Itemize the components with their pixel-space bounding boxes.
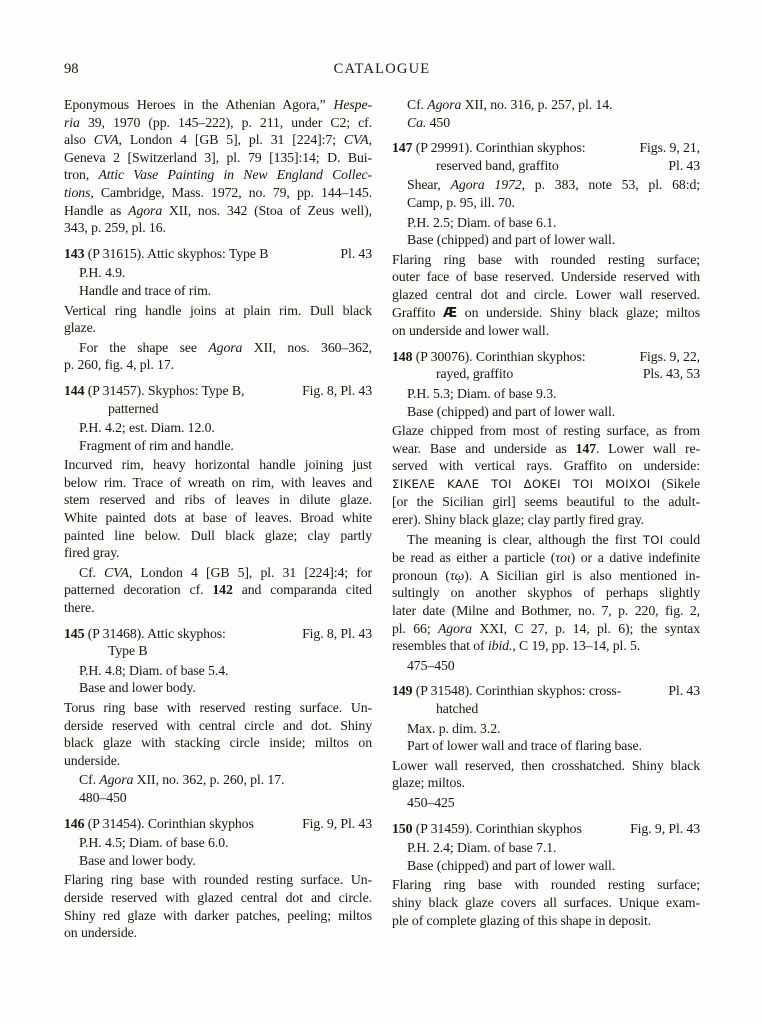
entry-heading xyxy=(64,382,372,417)
text-segment: P.H. 5.3; Diam. of base 9.3. xyxy=(407,385,557,401)
text-segment: outer face of base reserved. Underside reserved with xyxy=(392,269,700,285)
text-segment: Hespe- xyxy=(333,97,372,112)
text-line xyxy=(64,339,372,357)
text-segment: and comparanda cited xyxy=(232,582,372,598)
text-line xyxy=(64,564,372,582)
entry-heading xyxy=(392,682,700,717)
text-line xyxy=(392,549,700,567)
text-line xyxy=(392,657,700,675)
text-segment: Cf. xyxy=(407,97,428,112)
entry-heading xyxy=(392,820,700,838)
text-line xyxy=(392,304,700,323)
text-segment: Agora xyxy=(99,772,134,788)
text-segment: Graffito xyxy=(392,304,444,320)
text-segment: τῳ xyxy=(449,567,465,583)
text-segment: patterned xyxy=(108,400,159,416)
greek-inscription-text: TOI xyxy=(642,532,664,547)
text-segment: (P 29991). Corinthian skyphos: xyxy=(412,140,586,156)
text-segment: P.H. 4.8; Diam. of base 5.4. xyxy=(79,662,229,678)
text-segment: Handle and trace of rim. xyxy=(79,282,212,298)
text-segment: For the shape see xyxy=(79,339,209,355)
entry-heading-row xyxy=(392,682,700,700)
page-number: 98 xyxy=(64,61,79,77)
text-line xyxy=(64,184,372,202)
text-line xyxy=(392,268,700,286)
body-paragraph xyxy=(392,757,700,792)
entry-heading-row xyxy=(392,348,700,366)
entry-title xyxy=(392,682,621,700)
text-line xyxy=(64,149,372,167)
text-segment: CVA xyxy=(343,132,369,148)
text-segment: Type B xyxy=(108,643,148,659)
text-segment: p. 260, fig. 4, pl. 17. xyxy=(64,357,174,373)
detail-lines xyxy=(64,771,372,806)
entry-title xyxy=(64,245,268,263)
entry-heading xyxy=(64,625,372,660)
text-line xyxy=(64,456,372,474)
detail-lines xyxy=(392,214,700,249)
text-line xyxy=(64,834,372,852)
text-line xyxy=(392,737,700,755)
text-line xyxy=(64,771,372,789)
text-segment: Agora 1972 xyxy=(450,177,522,193)
text-line xyxy=(64,131,372,149)
text-segment: later date (Milne and Bothmer, no. 7, p. 220, fig. 2, xyxy=(392,603,700,619)
text-line xyxy=(64,302,372,320)
text-segment: glaze. xyxy=(64,320,96,336)
text-segment: 150 xyxy=(392,820,413,836)
text-segment: 343, p. 259, pl. 16. xyxy=(64,220,166,236)
text-segment: Incurved rim, heavy horizontal handle joining just xyxy=(64,457,372,473)
text-segment: pl. 66; xyxy=(392,620,438,636)
text-segment: served with vertical rays. Graffito on underside: xyxy=(392,458,700,474)
text-segment: Base (chipped) and part of lower wall. xyxy=(407,232,616,248)
text-segment: underside. xyxy=(64,752,121,768)
entry-heading-row xyxy=(64,400,372,418)
text-segment: erer). Shiny black glaze; clay partly fired gray. xyxy=(392,512,645,528)
text-line xyxy=(392,214,700,232)
text-segment: (P 31615). Attic skyphos: Type B xyxy=(84,245,269,261)
detail-lines xyxy=(64,834,372,869)
entry-heading xyxy=(392,139,700,174)
text-line xyxy=(64,264,372,282)
detail-lines xyxy=(392,794,700,812)
text-segment: 148 xyxy=(392,348,413,364)
text-segment: ria xyxy=(64,114,80,130)
body-paragraph xyxy=(64,456,372,562)
entry-heading-row xyxy=(64,382,372,400)
text-segment: Base (chipped) and part of lower wall. xyxy=(407,403,616,419)
entry-title xyxy=(392,348,585,366)
text-segment: (P 31548). Corinthian skyphos: cross- xyxy=(412,683,622,699)
text-segment: P.H. 2.4; Diam. of base 7.1. xyxy=(407,840,557,856)
text-segment: (Sikele xyxy=(650,475,700,491)
body-paragraph xyxy=(64,339,372,374)
body-paragraph xyxy=(64,871,372,941)
text-line xyxy=(392,531,700,550)
text-line xyxy=(392,385,700,403)
text-segment: , London 4 [GB 5], pl. 31 [224]:7; xyxy=(118,132,344,148)
text-segment: also xyxy=(64,132,94,148)
text-segment: Handle as xyxy=(64,202,129,218)
text-line xyxy=(392,286,700,304)
text-segment: hatched xyxy=(436,701,479,716)
text-segment: (P 30076). Corinthian skyphos: xyxy=(412,348,586,364)
greek-inscription-text: ΣΙΚΕΛΕ ΚΑΛΕ ΤΟΙ ΔΟΚΕΙ ΤΟΙ ΜΟΙΧΟΙ xyxy=(392,476,651,491)
text-line xyxy=(64,202,372,220)
right-column xyxy=(392,94,700,944)
text-segment: Base (chipped) and part of lower wall. xyxy=(407,857,616,873)
text-line xyxy=(392,511,700,529)
text-segment: Cf. xyxy=(79,772,100,788)
text-segment: resembles that of xyxy=(392,638,488,654)
text-segment: (P 31454). Corinthian skyphos xyxy=(84,815,254,831)
text-segment: Eponymous Heroes in the Athenian Agora,” xyxy=(64,97,334,112)
entry-title xyxy=(64,815,254,833)
text-segment: Flaring ring base with rounded resting surface; xyxy=(392,251,700,267)
text-segment: Max. p. dim. 3.2. xyxy=(407,720,501,736)
text-segment: White painted dots at base of leaves. Broad white xyxy=(64,510,372,526)
text-segment: Agora xyxy=(128,202,163,218)
text-segment: fired gray. xyxy=(64,545,120,561)
text-segment: on underside. Shiny black glaze; miltos xyxy=(457,304,700,320)
entry-title xyxy=(108,400,158,418)
text-segment: 147 xyxy=(392,140,413,156)
text-line xyxy=(392,96,700,114)
text-line xyxy=(64,282,372,300)
figure-plate-ref: Pl. 43 xyxy=(340,245,372,261)
text-segment: patterned decoration cf. xyxy=(64,582,213,598)
text-segment: P.H. 2.5; Diam. of base 6.1. xyxy=(407,214,557,230)
body-paragraph xyxy=(392,531,700,655)
text-segment: XII, no. 316, p. 257, pl. 14. xyxy=(461,97,613,112)
text-line xyxy=(64,871,372,889)
text-segment: (P 31459). Corinthian skyphos xyxy=(412,820,582,836)
text-segment: Vertical ring handle joins at plain rim. Dull black xyxy=(64,302,372,318)
text-segment: P.H. 4.2; est. Diam. 12.0. xyxy=(79,420,215,436)
text-segment: XII, nos. 342 (Stoa of Zeus well), xyxy=(162,202,373,218)
entry-heading-row xyxy=(64,245,372,263)
text-line xyxy=(64,924,372,942)
text-segment: 145 xyxy=(64,625,85,641)
body-paragraph xyxy=(64,699,372,769)
text-segment: sultingly on another skyphos of perhaps slightly xyxy=(392,585,700,601)
text-line xyxy=(64,734,372,752)
text-columns xyxy=(64,94,700,944)
text-line xyxy=(392,457,700,475)
text-segment: could xyxy=(663,531,700,547)
text-segment: CVA xyxy=(93,132,119,148)
text-line xyxy=(64,789,372,807)
text-line xyxy=(392,757,700,775)
entry-title xyxy=(392,820,582,838)
text-line xyxy=(64,699,372,717)
detail-lines xyxy=(64,662,372,697)
text-line xyxy=(407,194,700,212)
text-line xyxy=(64,437,372,455)
text-segment: , C 19, pp. 13–14, pl. 5. xyxy=(512,638,641,654)
text-segment: Lower wall reserved, then crosshatched. Shiny black xyxy=(392,757,700,773)
page-title: CATALOGUE xyxy=(333,61,431,77)
text-segment: . Lower wall re- xyxy=(596,440,700,456)
text-segment: 144 xyxy=(64,382,85,398)
text-line xyxy=(392,794,700,812)
text-segment: ) or a dative indefinite xyxy=(570,550,700,566)
text-line xyxy=(392,493,700,511)
text-segment: 475–450 xyxy=(407,657,455,673)
text-line xyxy=(64,581,372,599)
entry-heading xyxy=(64,815,372,833)
text-segment: 480–450 xyxy=(79,789,127,805)
entry-heading-row xyxy=(392,820,700,838)
entry-heading-row xyxy=(392,157,700,175)
text-segment: 147 xyxy=(575,440,597,456)
text-line xyxy=(392,114,700,132)
text-segment: on underside. xyxy=(64,925,138,941)
body-paragraph xyxy=(64,564,372,617)
text-segment: Shear, xyxy=(407,177,451,193)
detail-lines xyxy=(64,419,372,454)
detail-lines xyxy=(392,720,700,755)
text-segment: black glaze with stacking circle inside; miltos on xyxy=(64,735,372,751)
detail-lines xyxy=(392,839,700,874)
text-line xyxy=(64,544,372,562)
text-segment: rayed, graffito xyxy=(436,366,514,382)
text-line xyxy=(64,219,372,237)
text-segment: Cf. xyxy=(79,564,105,580)
text-segment: reserved band, graffito xyxy=(436,157,559,173)
text-line xyxy=(392,720,700,738)
text-line xyxy=(392,584,700,602)
text-segment: XII, no. 362, p. 260, pl. 17. xyxy=(133,772,285,788)
body-paragraph xyxy=(392,876,700,929)
figure-plate-ref: Fig. 8, Pl. 43 xyxy=(302,382,372,398)
text-line xyxy=(392,894,700,912)
body-paragraph xyxy=(392,251,700,340)
detail-lines xyxy=(392,657,700,675)
detail-lines xyxy=(392,96,700,131)
entry-heading-row xyxy=(392,700,700,718)
entry-heading-row xyxy=(392,139,700,157)
detail-lines xyxy=(392,385,700,420)
text-line xyxy=(64,752,372,770)
text-segment: derside reserved with glazed central dot and circle. xyxy=(64,889,372,905)
bibliography-paragraph xyxy=(407,176,700,211)
entry-title xyxy=(64,382,244,400)
text-segment: pronoun ( xyxy=(392,567,450,583)
text-segment: be read as either a particle ( xyxy=(392,550,556,566)
text-segment: there. xyxy=(64,600,95,616)
text-segment: Geneva 2 [Switzerland 3], pl. 79 [135]:14; D. Bui- xyxy=(64,149,372,165)
text-segment: 450 xyxy=(426,114,451,130)
text-segment: Attic Vase Painting in New England Collec- xyxy=(98,167,372,183)
text-line xyxy=(64,491,372,509)
entry-title xyxy=(108,642,147,660)
entry-title xyxy=(64,625,226,643)
body-paragraph xyxy=(64,302,372,337)
figure-plate-ref: Figs. 9, 21, xyxy=(639,140,700,156)
text-line xyxy=(392,876,700,894)
entry-title xyxy=(436,365,513,383)
text-segment: [or the Sicilian girl] seems beautiful to the adult- xyxy=(392,494,700,510)
text-segment: tions xyxy=(64,184,91,200)
text-line xyxy=(392,602,700,620)
text-segment: ). A Sicilian girl is also mentioned in- xyxy=(464,567,700,583)
text-segment: shiny black glaze covers all surfaces. Unique exam- xyxy=(392,894,700,910)
page-header xyxy=(64,60,700,78)
text-line xyxy=(64,679,372,697)
entry-heading xyxy=(64,245,372,263)
text-line xyxy=(392,620,700,638)
text-segment: on underside and lower wall. xyxy=(392,323,549,339)
text-line xyxy=(392,422,700,440)
text-line xyxy=(392,857,700,875)
text-segment: wear. Base and underside as xyxy=(392,440,576,456)
figure-plate-ref: Fig. 9, Pl. 43 xyxy=(302,815,372,831)
text-segment: ple of complete glazing of this shape in deposit. xyxy=(392,912,652,928)
entry-title xyxy=(436,700,478,718)
text-segment: XII, nos. 360–362, xyxy=(242,339,372,355)
text-segment: Part of lower wall and trace of flaring base. xyxy=(407,738,642,754)
text-segment: Agora xyxy=(437,620,472,636)
entry-heading-row xyxy=(392,365,700,383)
entry-heading-row xyxy=(64,815,372,833)
text-segment: XXI, C 27, p. 14, pl. 6); the syntax xyxy=(471,620,700,636)
text-line xyxy=(407,176,700,194)
text-segment: P.H. 4.5; Diam. of base 6.0. xyxy=(79,835,229,851)
text-line xyxy=(64,319,372,337)
text-line xyxy=(392,637,700,655)
graffito-symbol: Æ xyxy=(443,305,458,321)
text-segment: Agora xyxy=(427,97,462,112)
text-segment: Base and lower body. xyxy=(79,680,196,696)
text-line xyxy=(64,599,372,617)
text-segment: (P 31468). Attic skyphos: xyxy=(84,625,226,641)
text-segment: tron, xyxy=(64,167,99,183)
text-line xyxy=(392,912,700,930)
figure-plate-ref: Fig. 8, Pl. 43 xyxy=(302,625,372,641)
entry-title xyxy=(392,139,585,157)
body-paragraph xyxy=(392,422,700,529)
text-segment: τοι xyxy=(555,550,571,566)
text-segment: , xyxy=(368,132,372,148)
text-segment: Base and lower body. xyxy=(79,852,196,868)
text-segment: CVA xyxy=(104,564,129,580)
entry-heading-row xyxy=(64,642,372,660)
text-segment: stem reserved and ribs of leaves in dilute glaze. xyxy=(64,492,372,508)
text-line xyxy=(392,440,700,458)
entry-title xyxy=(436,157,559,175)
text-segment: glazed central dot and circle. Lower wall reserved. xyxy=(392,286,700,302)
text-segment: P.H. 4.9. xyxy=(79,265,126,281)
figure-plate-ref: Figs. 9, 22, xyxy=(639,348,700,364)
text-segment: The meaning is clear, although the first xyxy=(407,531,643,547)
text-segment: glaze; miltos. xyxy=(392,775,465,791)
text-segment: 142 xyxy=(212,582,233,598)
text-segment: Torus ring base with reserved resting surface. Un- xyxy=(64,700,372,715)
entry-heading-row xyxy=(64,625,372,643)
text-line xyxy=(64,96,372,114)
text-segment: below rim. Trace of wreath on rim, with leaves and xyxy=(64,474,372,490)
text-segment: Flaring ring base with rounded resting surface. Un- xyxy=(64,872,372,888)
text-segment: Flaring ring base with rounded resting surface; xyxy=(392,877,700,893)
text-segment: 450–425 xyxy=(407,794,455,810)
text-line xyxy=(64,419,372,437)
text-line xyxy=(64,662,372,680)
text-line xyxy=(392,774,700,792)
text-segment: Ca. xyxy=(407,114,427,130)
text-line xyxy=(64,907,372,925)
text-segment: 143 xyxy=(64,245,85,261)
text-segment: 39, 1970 (pp. 145–222), p. 211, under C2; cf. xyxy=(79,114,372,130)
text-line xyxy=(392,567,700,585)
detail-lines xyxy=(64,264,372,299)
text-line xyxy=(64,889,372,907)
figure-plate-ref: Pls. 43, 53 xyxy=(642,366,700,382)
text-segment: Shiny red glaze with darker patches, peeling; miltos xyxy=(64,907,372,923)
text-segment: , London 4 [GB 5], pl. 31 [224]:4; for xyxy=(128,564,373,580)
figure-plate-ref: Pl. 43 xyxy=(668,683,700,699)
body-paragraph xyxy=(64,96,372,237)
left-column xyxy=(64,94,372,944)
text-line xyxy=(392,403,700,421)
figure-plate-ref: Pl. 43 xyxy=(668,157,700,173)
text-line xyxy=(64,527,372,545)
text-line xyxy=(64,474,372,492)
text-line xyxy=(64,114,372,132)
text-segment: Camp, p. 95, ill. 70. xyxy=(407,194,515,210)
text-segment: Fragment of rim and handle. xyxy=(79,437,234,453)
text-line xyxy=(392,475,700,494)
text-segment: Agora xyxy=(208,339,243,355)
text-line xyxy=(64,717,372,735)
text-segment: derside reserved with central circle and dot. Shiny xyxy=(64,717,372,733)
text-segment: (P 31457). Skyphos: Type B, xyxy=(84,382,245,398)
text-segment: , p. 383, note 53, pl. 68:d; xyxy=(521,177,700,193)
text-line xyxy=(392,231,700,249)
text-line xyxy=(392,251,700,269)
text-line xyxy=(392,839,700,857)
text-segment: painted line below. Dull black glaze; clay partly xyxy=(64,527,372,543)
text-line xyxy=(392,322,700,340)
text-segment: 146 xyxy=(64,815,85,831)
text-segment: 149 xyxy=(392,683,413,699)
figure-plate-ref: Fig. 9, Pl. 43 xyxy=(630,820,700,836)
text-line xyxy=(64,356,372,374)
text-line xyxy=(64,852,372,870)
text-line xyxy=(64,509,372,527)
text-segment: , Cambridge, Mass. 1972, no. 79, pp. 144–145. xyxy=(90,184,372,200)
entry-heading xyxy=(392,348,700,383)
text-line xyxy=(64,166,372,184)
text-segment: Glaze chipped from most of resting surface, as from xyxy=(392,423,700,439)
text-segment: ibid. xyxy=(487,638,513,654)
